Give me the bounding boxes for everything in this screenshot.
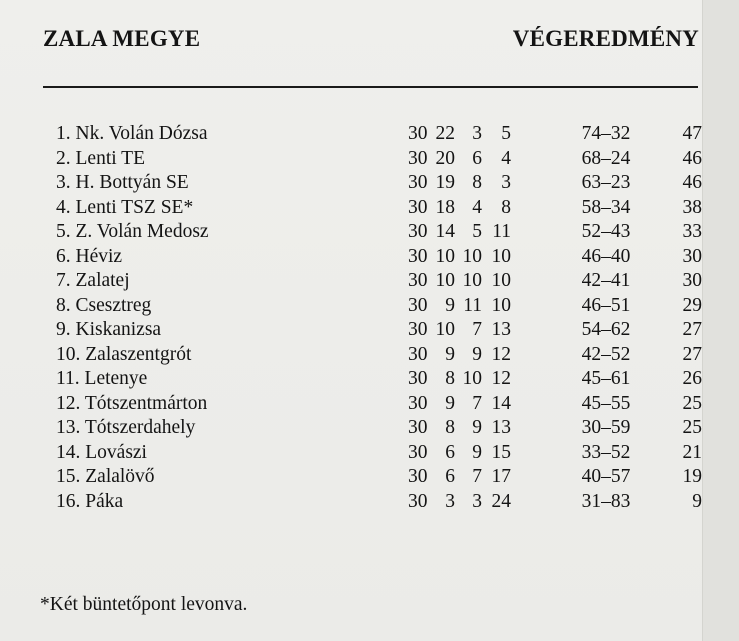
losses-count: 3 bbox=[501, 172, 511, 193]
team-name: 3. H. Bottyán SE bbox=[56, 172, 189, 193]
points-total: 26 bbox=[682, 368, 702, 389]
wins-count: 8 bbox=[445, 417, 455, 438]
table-row bbox=[56, 490, 716, 515]
draws-count: 11 bbox=[463, 294, 482, 316]
points-total: 38 bbox=[682, 196, 702, 218]
losses-count: 13 bbox=[491, 417, 511, 438]
goal-ratio: 42–52 bbox=[581, 343, 631, 365]
losses-count: 5 bbox=[501, 123, 511, 144]
played-count: 30 bbox=[408, 221, 428, 242]
team-name: 13. Tótszerdahely bbox=[56, 417, 196, 438]
losses-count: 11 bbox=[492, 221, 511, 242]
team-name: 16. Páka bbox=[56, 490, 124, 512]
table-row bbox=[56, 122, 716, 147]
draws-count: 10 bbox=[462, 368, 482, 389]
table-row bbox=[56, 318, 716, 343]
wins-count: 9 bbox=[445, 392, 455, 414]
team-name: 7. Zalatej bbox=[56, 270, 130, 291]
draws-count: 4 bbox=[472, 196, 482, 218]
goal-ratio: 46–40 bbox=[581, 245, 631, 267]
played-count: 30 bbox=[408, 417, 428, 438]
points-total: 9 bbox=[692, 490, 702, 512]
goal-ratio: 58–34 bbox=[581, 196, 631, 218]
table-row bbox=[56, 269, 716, 294]
played-count: 30 bbox=[408, 466, 428, 487]
draws-count: 10 bbox=[462, 245, 482, 267]
points-total: 25 bbox=[682, 417, 702, 438]
team-name: 11. Letenye bbox=[56, 368, 148, 389]
table-row bbox=[56, 367, 716, 392]
table-row bbox=[56, 441, 716, 466]
team-name: 10. Zalaszentgrót bbox=[56, 343, 192, 365]
played-count: 30 bbox=[408, 196, 428, 218]
team-name: 1. Nk. Volán Dózsa bbox=[56, 123, 208, 144]
losses-count: 4 bbox=[501, 147, 511, 169]
played-count: 30 bbox=[408, 490, 428, 512]
draws-count: 7 bbox=[472, 392, 482, 414]
team-name: 14. Lovászi bbox=[56, 441, 147, 463]
wins-count: 22 bbox=[435, 123, 455, 144]
played-count: 30 bbox=[408, 172, 428, 193]
played-count: 30 bbox=[408, 245, 428, 267]
table-row bbox=[56, 196, 716, 221]
team-name: 5. Z. Volán Medosz bbox=[56, 221, 209, 242]
goal-ratio: 68–24 bbox=[581, 147, 631, 169]
goal-ratio: 63–23 bbox=[581, 172, 631, 193]
played-count: 30 bbox=[408, 147, 428, 169]
goal-ratio: 45–55 bbox=[581, 392, 631, 414]
table-row bbox=[56, 416, 716, 441]
wins-count: 8 bbox=[445, 368, 455, 389]
played-count: 30 bbox=[408, 343, 428, 365]
wins-count: 6 bbox=[445, 441, 455, 463]
played-count: 30 bbox=[408, 270, 428, 291]
team-name: 8. Csesztreg bbox=[56, 294, 152, 316]
losses-count: 10 bbox=[491, 294, 511, 316]
points-total: 30 bbox=[682, 270, 702, 291]
points-total: 47 bbox=[682, 123, 702, 144]
losses-count: 10 bbox=[491, 245, 511, 267]
county-title: ZALA MEGYE bbox=[43, 26, 201, 51]
footnote: *Két büntetőpont levonva. bbox=[40, 594, 248, 615]
table-row bbox=[56, 220, 716, 245]
points-total: 30 bbox=[682, 245, 702, 267]
wins-count: 9 bbox=[445, 343, 455, 365]
goal-ratio: 45–61 bbox=[581, 368, 631, 389]
goal-ratio: 54–62 bbox=[581, 319, 631, 340]
draws-count: 9 bbox=[472, 343, 482, 365]
goal-ratio: 42–41 bbox=[581, 270, 631, 291]
wins-count: 10 bbox=[435, 319, 455, 340]
wins-count: 20 bbox=[435, 147, 455, 169]
table-row bbox=[56, 343, 716, 368]
played-count: 30 bbox=[408, 123, 428, 144]
team-name: 6. Héviz bbox=[56, 245, 123, 267]
goal-ratio: 74–32 bbox=[581, 123, 631, 144]
goal-ratio: 46–51 bbox=[581, 294, 631, 316]
goal-ratio: 52–43 bbox=[581, 221, 631, 242]
losses-count: 12 bbox=[491, 368, 511, 389]
goal-ratio: 40–57 bbox=[581, 466, 631, 487]
wins-count: 18 bbox=[435, 196, 455, 218]
losses-count: 24 bbox=[491, 490, 511, 512]
losses-count: 17 bbox=[491, 466, 511, 487]
played-count: 30 bbox=[408, 368, 428, 389]
table-row bbox=[56, 245, 716, 270]
draws-count: 7 bbox=[472, 466, 482, 487]
points-total: 27 bbox=[682, 319, 702, 340]
goal-ratio: 31–83 bbox=[581, 490, 631, 512]
points-total: 19 bbox=[682, 466, 702, 487]
draws-count: 9 bbox=[472, 441, 482, 463]
draws-count: 7 bbox=[472, 319, 482, 340]
wins-count: 19 bbox=[435, 172, 455, 193]
draws-count: 3 bbox=[472, 123, 482, 144]
losses-count: 12 bbox=[491, 343, 511, 365]
table-row bbox=[56, 465, 716, 490]
team-name: 15. Zalalövő bbox=[56, 466, 155, 487]
losses-count: 8 bbox=[501, 196, 511, 218]
played-count: 30 bbox=[408, 392, 428, 414]
final-standings-label: VÉGEREDMÉNY bbox=[512, 26, 699, 51]
losses-count: 10 bbox=[491, 270, 511, 291]
standings-table bbox=[56, 122, 716, 514]
header bbox=[43, 26, 699, 62]
team-name: 9. Kiskanizsa bbox=[56, 319, 162, 340]
goal-ratio: 33–52 bbox=[581, 441, 631, 463]
draws-count: 5 bbox=[472, 221, 482, 242]
wins-count: 3 bbox=[445, 490, 455, 512]
points-total: 46 bbox=[682, 147, 702, 169]
wins-count: 14 bbox=[435, 221, 455, 242]
losses-count: 14 bbox=[491, 392, 511, 414]
losses-count: 13 bbox=[491, 319, 511, 340]
draws-count: 9 bbox=[472, 417, 482, 438]
draws-count: 3 bbox=[472, 490, 482, 512]
table-row bbox=[56, 294, 716, 319]
points-total: 29 bbox=[682, 294, 702, 316]
table-row bbox=[56, 392, 716, 417]
points-total: 21 bbox=[682, 441, 702, 463]
table-row bbox=[56, 171, 716, 196]
wins-count: 9 bbox=[445, 294, 455, 316]
divider bbox=[43, 86, 698, 88]
points-total: 25 bbox=[682, 392, 702, 414]
played-count: 30 bbox=[408, 319, 428, 340]
wins-count: 10 bbox=[435, 270, 455, 291]
losses-count: 15 bbox=[491, 441, 511, 463]
points-total: 27 bbox=[682, 343, 702, 365]
draws-count: 10 bbox=[462, 270, 482, 291]
team-name: 4. Lenti TSZ SE* bbox=[56, 196, 194, 218]
wins-count: 10 bbox=[435, 245, 455, 267]
played-count: 30 bbox=[408, 294, 428, 316]
points-total: 46 bbox=[682, 172, 702, 193]
wins-count: 6 bbox=[445, 466, 455, 487]
played-count: 30 bbox=[408, 441, 428, 463]
draws-count: 8 bbox=[472, 172, 482, 193]
team-name: 12. Tótszentmárton bbox=[56, 392, 208, 414]
team-name: 2. Lenti TE bbox=[56, 147, 145, 169]
goal-ratio: 30–59 bbox=[581, 417, 631, 438]
points-total: 33 bbox=[682, 221, 702, 242]
draws-count: 6 bbox=[472, 147, 482, 169]
table-row bbox=[56, 147, 716, 172]
